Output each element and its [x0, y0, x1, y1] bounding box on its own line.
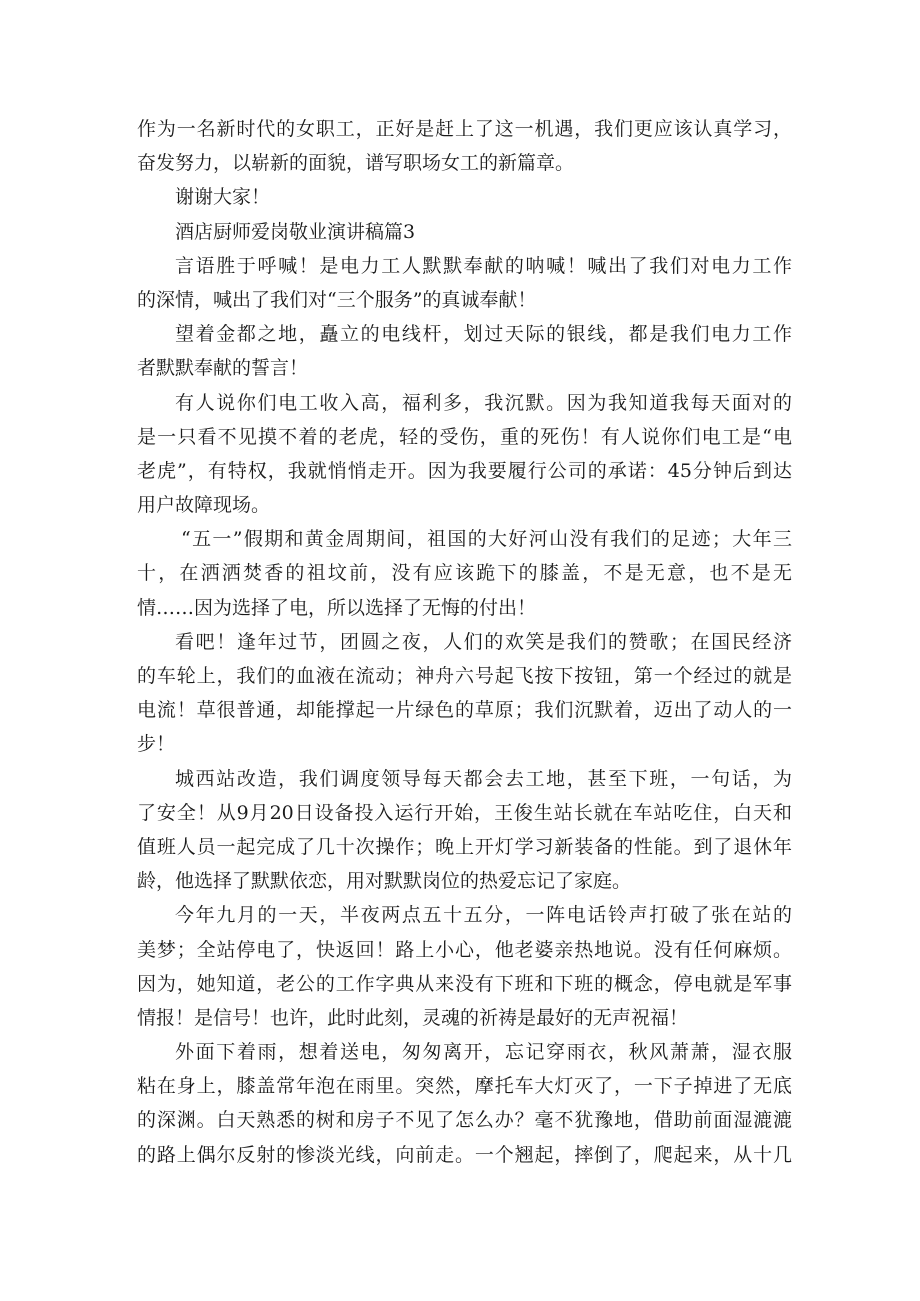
text-line: 城西站改造，我们调度领导每天都会去工地，甚至下班，一句话，为	[175, 767, 792, 790]
text-line: 望着金都之地，矗立的电线杆，划过天际的银线，都是我们电力工作	[175, 323, 792, 346]
text-line: “五一”假期和黄金周期间，祖国的大好河山没有我们的足迹；大年三	[181, 528, 792, 551]
text-line: 用户故障现场。	[137, 494, 271, 517]
closing-remark: 谢谢大家！	[175, 186, 271, 209]
text-line: 的车轮上，我们的血液在流动；神舟六号起飞按下按钮，第一个经过的就是	[137, 665, 792, 687]
text-line: 的深渊。白天熟悉的树和房子不见了怎么办？毫不犹豫地，借助前面湿漉漉	[137, 1109, 792, 1132]
text-line: 今年九月的一天，半夜两点五十五分，一阵电话铃声打破了张在站的	[175, 904, 792, 927]
text-line: 奋发努力，以崭新的面貌，谱写职场女工的新篇章。	[137, 152, 575, 175]
text-line: 作为一名新时代的女职工，正好是赶上了这一机遇，我们更应该认真学习，	[137, 118, 792, 140]
text-line: 有人说你们电工收入高，福利多，我沉默。因为我知道我每天面对的	[175, 391, 792, 414]
text-line: 因为，她知道，老公的工作字典从来没有下班和下班的概念，停电就是军事	[137, 972, 792, 995]
section-heading: 酒店厨师爱岗敬业演讲稿篇3	[175, 220, 416, 243]
text-line: 的路上偶尔反射的惨淡光线，向前走。一个翘起，摔倒了，爬起来，从十几	[137, 1143, 792, 1166]
text-line: 值班人员一起完成了几十次操作；晚上开灯学习新装备的性能。到了退休年	[137, 835, 792, 858]
text-line: 是一只看不见摸不着的老虎，轻的受伤，重的死伤！有人说你们电工是“电	[137, 425, 792, 448]
text-line: 老虎”，有特权，我就悄悄走开。因为我要履行公司的承诺：45分钟后到达	[137, 459, 792, 482]
text-line: 外面下着雨，想着送电，匆匆离开，忘记穿雨衣，秋风萧萧，湿衣服	[175, 1041, 792, 1064]
text-line: 美梦；全站停电了，快返回！路上小心，他老婆亲热地说。没有任何麻烦。	[137, 938, 792, 961]
text-line: 了安全！从9月20日设备投入运行开始，王俊生站长就在车站吃住，白天和	[137, 801, 792, 824]
text-line: 情……因为选择了电，所以选择了无悔的付出！	[137, 596, 537, 619]
text-line: 电流！草很普通，却能撑起一片绿色的草原；我们沉默着，迈出了动人的一	[137, 699, 792, 722]
text-line: 情报！是信号！也许，此时此刻，灵魂的祈祷是最好的无声祝福！	[137, 1006, 689, 1029]
text-line: 步！	[137, 733, 176, 756]
text-line: 粘在身上，膝盖常年泡在雨里。突然，摩托车大灯灭了，一下子掉进了无底	[137, 1075, 792, 1098]
text-line: 言语胜于呼喊！是电力工人默默奉献的呐喊！喊出了我们对电力工作	[175, 254, 792, 277]
document-body	[137, 112, 792, 1172]
text-line: 的深情，喊出了我们对“三个服务”的真诚奉献！	[137, 288, 537, 311]
text-line: 十，在洒洒焚香的祖坟前，没有应该跪下的膝盖，不是无意，也不是无	[137, 562, 792, 585]
text-line: 者默默奉献的誓言！	[137, 357, 309, 380]
text-line: 龄，他选择了默默依恋，用对默默岗位的热爱忘记了家庭。	[137, 870, 632, 893]
text-line: 看吧！逢年过节，团圆之夜，人们的欢笑是我们的赞歌；在国民经济	[175, 630, 792, 653]
